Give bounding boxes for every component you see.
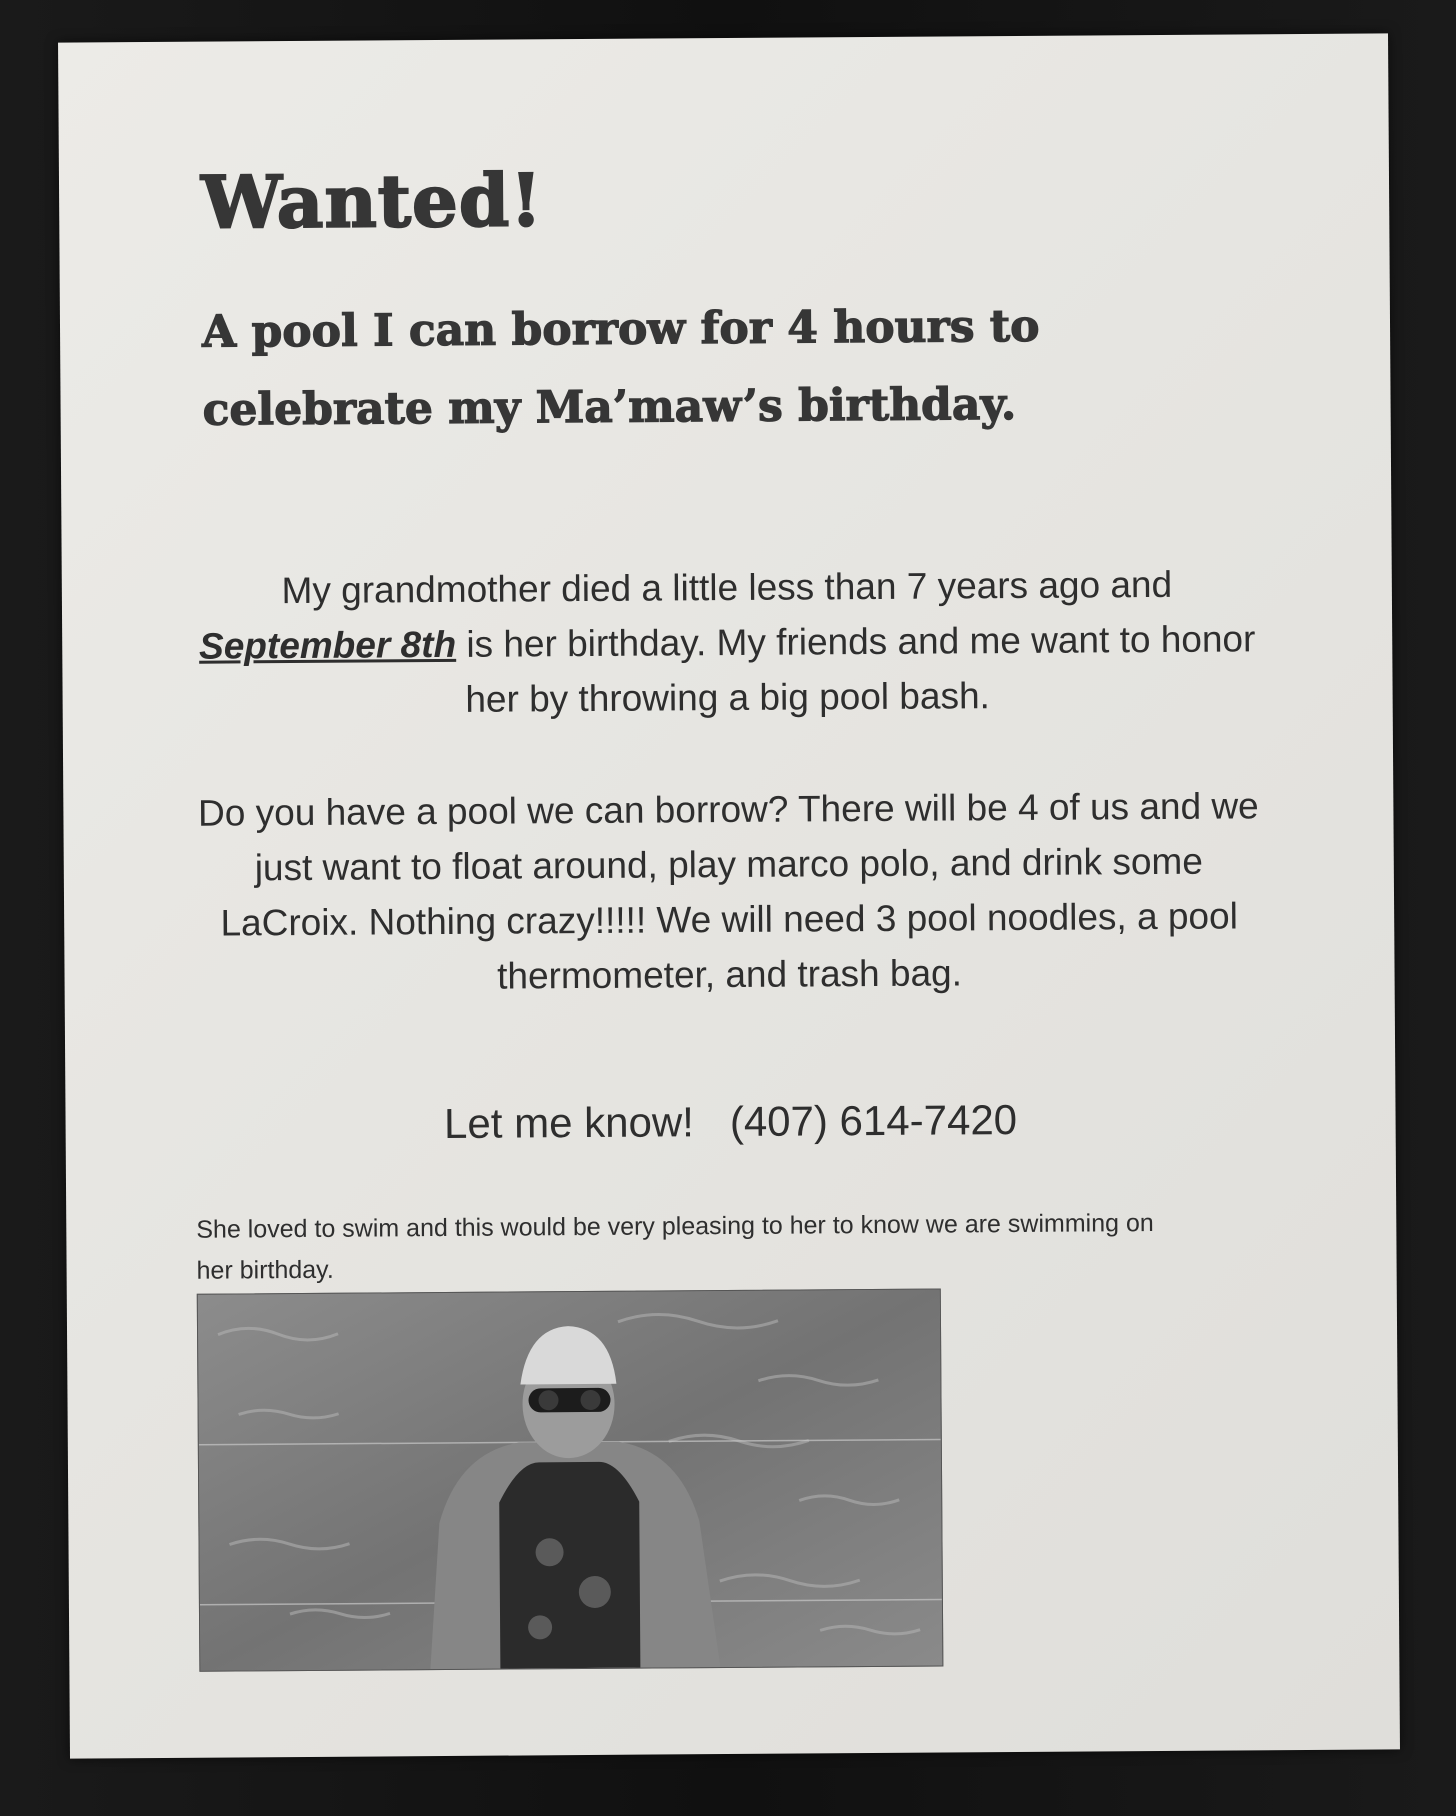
contact-prompt: Let me know!: [443, 1098, 695, 1147]
phone-number: (407) 614-7420: [729, 1095, 1018, 1145]
request-paragraph: Do you have a pool we can borrow? There will be 4 of us and we just want to float around, play marco polo, and drink some LaCroix. Nothing crazy!!!!! We will need 3 pool noodles, a pool thermometer, and trash bag.: [197, 785, 1259, 997]
headline: Wanted!: [200, 157, 544, 245]
birthday-date: September 8th: [198, 623, 457, 667]
story-paragraph: [182, 556, 1273, 729]
photo-caption: She loved to swim and this would be very pleasing to her to know we are swimming on her birthday.: [196, 1209, 1154, 1285]
flyer-page: [58, 33, 1400, 1758]
story-text-end: is her birthday. My friends and me want to honor her by throwing a big pool bash.: [455, 618, 1256, 720]
contact-line: [185, 1094, 1275, 1150]
story-text-start: My grandmother died a little less than 7 years ago and: [281, 563, 1173, 612]
swimmer-photo: [197, 1289, 944, 1672]
subheadline: A pool I can borrow for 4 hours to celebrate my Ma’maw’s birthday.: [201, 300, 1040, 436]
